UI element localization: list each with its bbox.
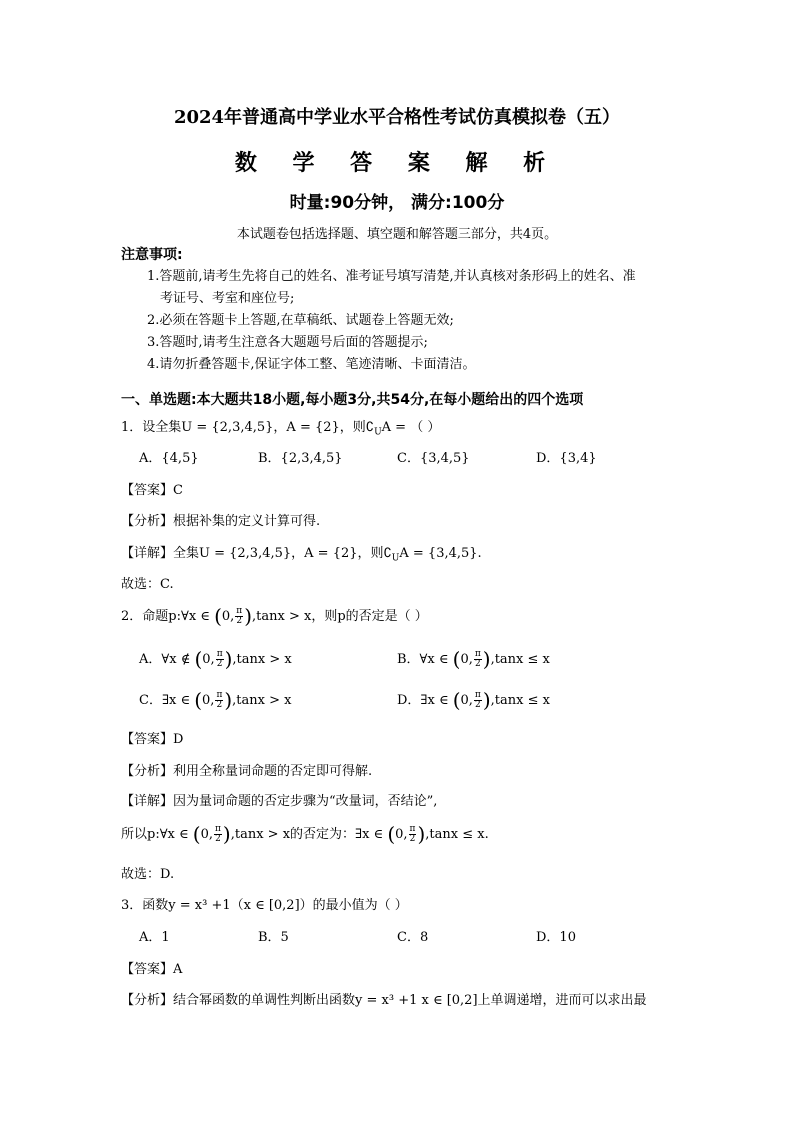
- q3-analysis: 【分析】结合幂函数的单调性判断出函数y = x³ +1 x ∈ [0,2]上单调递增，进而可以求出最: [121, 993, 647, 1008]
- note-item-2: 2.必须在答题卡上答题,在草稿纸、试题卷上答题无效;: [147, 313, 454, 328]
- q1-choose: 故选：C.: [121, 577, 174, 592]
- q2-choose: 故选：D.: [121, 867, 175, 882]
- note-item-3: 3.答题时,请考生注意各大题题号后面的答题提示;: [147, 335, 428, 350]
- q3-option-b: B．5: [258, 930, 289, 945]
- q3-option-c: C．8: [397, 930, 429, 945]
- q2-stem: 2．命题p:∀x ∈ (0, $\frac{\pi}{2}$ ),tanx > x，则p的否定是（ ）: [121, 604, 428, 628]
- q3-option-d: D．10: [536, 930, 576, 945]
- time-score-line: 时量:90分钟， 满分:100分: [289, 193, 505, 213]
- q3-answer: 【答案】A: [121, 962, 183, 977]
- notes-title: 注意事项:: [121, 247, 183, 263]
- q2-option-a: A．∀x ∉ (0, $\frac{\pi}{2}$ ),tanx > x: [139, 647, 292, 671]
- q1-option-a: A．{4,5}: [139, 451, 199, 466]
- section-title: 一、单选题:本大题共18小题,每小题3分,共54分,在每小题给出的四个选项: [121, 392, 584, 408]
- q1-detail: 【详解】全集U = {2,3,4,5}，A = {2}，则$∁_UA = \{3,4,5\}$.: [121, 546, 482, 564]
- q1-option-c: C．{3,4,5}: [397, 451, 470, 466]
- q1-option-d: D．{3,4}: [536, 451, 597, 466]
- q2-detail: 【详解】因为量词命题的否定步骤为“改量词，否结论”,: [121, 794, 438, 809]
- q1-option-b: B．{2,3,4,5}: [258, 451, 343, 466]
- q2-analysis: 【分析】利用全称量词命题的否定即可得解.: [121, 764, 373, 779]
- q2-option-c: C．∃x ∈ (0, $\frac{\pi}{2}$ ),tanx > x: [139, 688, 292, 712]
- q3-option-a: A．1: [139, 930, 170, 945]
- q1-stem: 1．设全集U = {2,3,4,5}，A = {2}，则$∁_UA$ = （ ）: [121, 420, 441, 438]
- document-title: 2024年普通高中学业水平合格性考试仿真模拟卷（五）: [173, 107, 621, 128]
- q1-answer: 【答案】C: [121, 483, 183, 498]
- document-subtitle: 数 学 答 案 解 析: [234, 150, 560, 176]
- note-item-4: 4.请勿折叠答题卡,保证字体工整、笔迹清晰、卡面清洁。: [147, 357, 476, 372]
- intro-line: 本试题卷包括选择题、填空题和解答题三部分，共4页。: [236, 227, 558, 242]
- note-item-1-cont: 考证号、考室和座位号;: [160, 291, 295, 306]
- q2-detail-negation: 所以p:∀x ∈ (0, $\frac{\pi}{2}$ ),tanx > x的否定为：∃x ∈ (0, $\frac{\pi}{2}$ ),tanx ≤ x.: [121, 822, 489, 846]
- q3-stem: 3．函数y = x³ +1（x ∈ [0,2]）的最小值为（ ）: [121, 898, 408, 913]
- q1-analysis: 【分析】根据补集的定义计算可得.: [121, 514, 321, 529]
- q2-answer: 【答案】D: [121, 732, 184, 747]
- q2-option-d: D．∃x ∈ (0, $\frac{\pi}{2}$ ),tanx ≤ x: [397, 688, 550, 712]
- note-item-1: 1.答题前,请考生先将自己的姓名、准考证号填写清楚,并认真核对条形码上的姓名、准: [147, 269, 636, 284]
- q2-option-b: B．∀x ∈ (0, $\frac{\pi}{2}$ ),tanx ≤ x: [397, 647, 550, 671]
